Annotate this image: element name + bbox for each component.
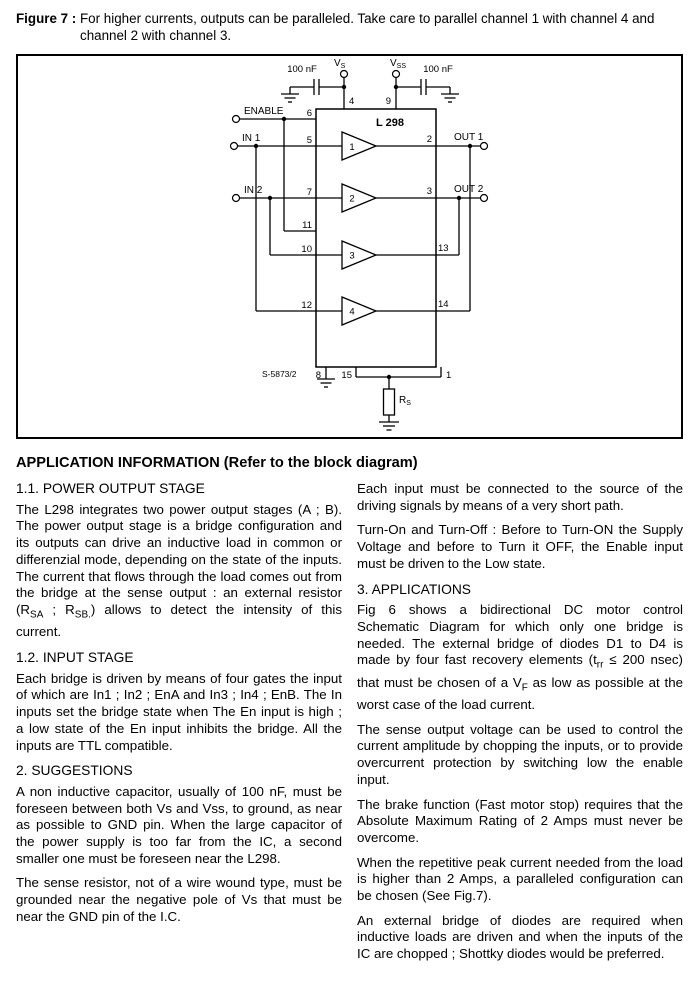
section-1-2-title: 1.2. INPUT STAGE [16, 649, 134, 665]
amp-4-number: 4 [349, 306, 355, 318]
out2-terminal [481, 195, 488, 202]
chip-label: L 298 [376, 117, 404, 129]
pin-2-label: 2 [426, 134, 432, 145]
pin-11-label: 11 [302, 220, 312, 231]
figure-7-diagram-frame [16, 54, 683, 439]
section-2-paragraph-2: The sense resistor, not of a wire wound type, must be grounded near the negative pole of Vs that must be near the GND pin of the I.C. [16, 875, 342, 924]
body-text: Fig 6 shows a bidirectional DC motor control Schematic Diagram for which only one bridge is needed. The external bridge of diodes D1 to D4 is made by four fast recovery elements (t [357, 602, 683, 668]
pin-14-label: 14 [438, 299, 449, 310]
junction-dot [387, 375, 391, 379]
output-wires [436, 146, 481, 311]
two-column-text [16, 481, 683, 971]
in2-terminal [233, 195, 240, 202]
capacitor-right [396, 79, 459, 102]
subscript-rsb: SB. [74, 609, 91, 621]
vs-label: $V_S$ [334, 58, 346, 70]
figure-caption-text: For higher currents, outputs can be paralleled. Take care to parallel channel 1 with channel 4 and channel 2 with channel 3. [80, 11, 655, 43]
section-3-paragraph-4: When the repetitive peak current needed from the load is higher than 2 Amps, a paralleled configuration can be chosen (See Fig.7). [357, 854, 683, 904]
right-paragraph-1: Each input must be connected to the source of the driving signals by means of a very short path. [357, 481, 683, 513]
out1-terminal [481, 143, 488, 150]
body-text: The L298 integrates two power output stages (A ; B). The power output stage is a bridge configuration and its outputs can drive an inductive load in common or differenzial mode, depending on the state of the inputs. The current that flows through the load comes out from the bridge at the sense output : an external resistor (R [16, 501, 342, 617]
junction-dot [457, 196, 461, 200]
l298-parallel-schematic [18, 56, 687, 433]
junction-dot [254, 144, 258, 148]
pin-12-label: 12 [301, 300, 312, 311]
schematic-code: S-5873/2 [262, 369, 297, 379]
right-paragraph-2: Turn-On and Turn-Off : Before to Turn-ON the Supply Voltage and before to Turn it OFF, the Enable input must be driven to the Low state. [357, 522, 683, 571]
pin-15-label: 15 [341, 370, 352, 381]
cap-right-label: 100 nF [423, 64, 453, 75]
enable-terminal [233, 116, 240, 123]
vs-terminal [341, 71, 348, 78]
section-3-title: 3. APPLICATIONS [357, 581, 471, 597]
junction-dot [468, 144, 472, 148]
body-text: as low as possible at the worst case of the load current. [357, 674, 683, 713]
pin-7-label: 7 [306, 187, 312, 198]
pin-5-label: 5 [306, 135, 312, 146]
amp-3-number: 3 [349, 250, 355, 262]
section-3-paragraph-3: The brake function (Fast motor stop) requires that the Absolute Maximum Rating of 2 Amps must never be overcome. [357, 796, 683, 845]
l298-chip-body [316, 109, 436, 367]
right-column [357, 481, 683, 971]
amp-2-number: 2 [349, 193, 355, 205]
application-information-heading: APPLICATION INFORMATION (Refer to the block diagram) [16, 455, 418, 471]
section-2-title: 2. SUGGESTIONS [16, 763, 133, 779]
rs-resistor-label: $R_S$ [399, 395, 411, 407]
enable-label: ENABLE [244, 106, 284, 117]
section-1-1-paragraph [16, 502, 342, 641]
in2-label: IN 2 [244, 185, 263, 196]
body-text: ≤ 200 nsec) that must be chosen of a V [357, 652, 683, 690]
pin-10-label: 10 [301, 244, 312, 255]
section-1-1-title: 1.1. POWER OUTPUT STAGE [16, 481, 205, 496]
left-column [16, 481, 342, 971]
input-wires [238, 119, 317, 311]
pin-6-label: 6 [306, 108, 312, 119]
subscript-rsa: SA [30, 609, 44, 621]
section-1-2-paragraph: Each bridge is driven by means of four gates the input of which are In1 ; In2 ; EnA and In3 ; In4 ; EnB. The In inputs set the bridge state when The En input is high ; a low state of the En input inhibits the bridge. All the inputs are TTL compatible. [16, 670, 342, 753]
section-2-paragraph-1: A non inductive capacitor, usually of 100 nF, must be foreseen between both Vs and Vss, to ground, as near as possible to GND pin. When the large capacitor of the power supply is too far from the IC, a second smaller one must be foreseen near the L298. [16, 783, 342, 866]
pin-8-label: 8 [315, 370, 321, 381]
figure-label: Figure 7 : [16, 11, 77, 26]
pin-13-label: 13 [438, 243, 449, 254]
vss-label: $V_{SS}$ [390, 58, 407, 70]
section-3-paragraph-5: An external bridge of diodes are required when inductive loads are driven and when the inputs of the IC are chopped ; Shottky diodes would be preferred. [357, 912, 683, 962]
subscript-trr: rr [596, 659, 604, 671]
figure-caption [16, 10, 683, 44]
body-text: ; R [43, 601, 75, 617]
subscript-vf: F [521, 682, 528, 694]
body-text: ) allows to detect the intensity of this current. [16, 601, 342, 640]
pin-1-label: 1 [446, 370, 452, 381]
pin-3-label: 3 [426, 186, 432, 197]
in1-label: IN 1 [242, 133, 261, 144]
vss-terminal [393, 71, 400, 78]
amp-1-number: 1 [349, 142, 355, 153]
section-3-paragraph-1 [357, 602, 683, 714]
cap-left-label: 100 nF [287, 64, 317, 75]
pin-9-label: 9 [385, 96, 391, 107]
out2-label: OUT 2 [454, 184, 484, 195]
out1-label: OUT 1 [454, 132, 484, 143]
junction-dot [282, 117, 286, 121]
junction-dot [394, 85, 398, 89]
pin-4-label: 4 [349, 96, 355, 107]
amplifiers [316, 132, 436, 325]
capacitor-left [281, 79, 344, 102]
in1-terminal [231, 143, 238, 150]
junction-dot [268, 196, 272, 200]
section-3-paragraph-2: The sense output voltage can be used to control the current amplitude by chopping the inputs, or to provide overcurrent protection by switching low the enable input. [357, 721, 683, 787]
junction-dot [342, 85, 346, 89]
